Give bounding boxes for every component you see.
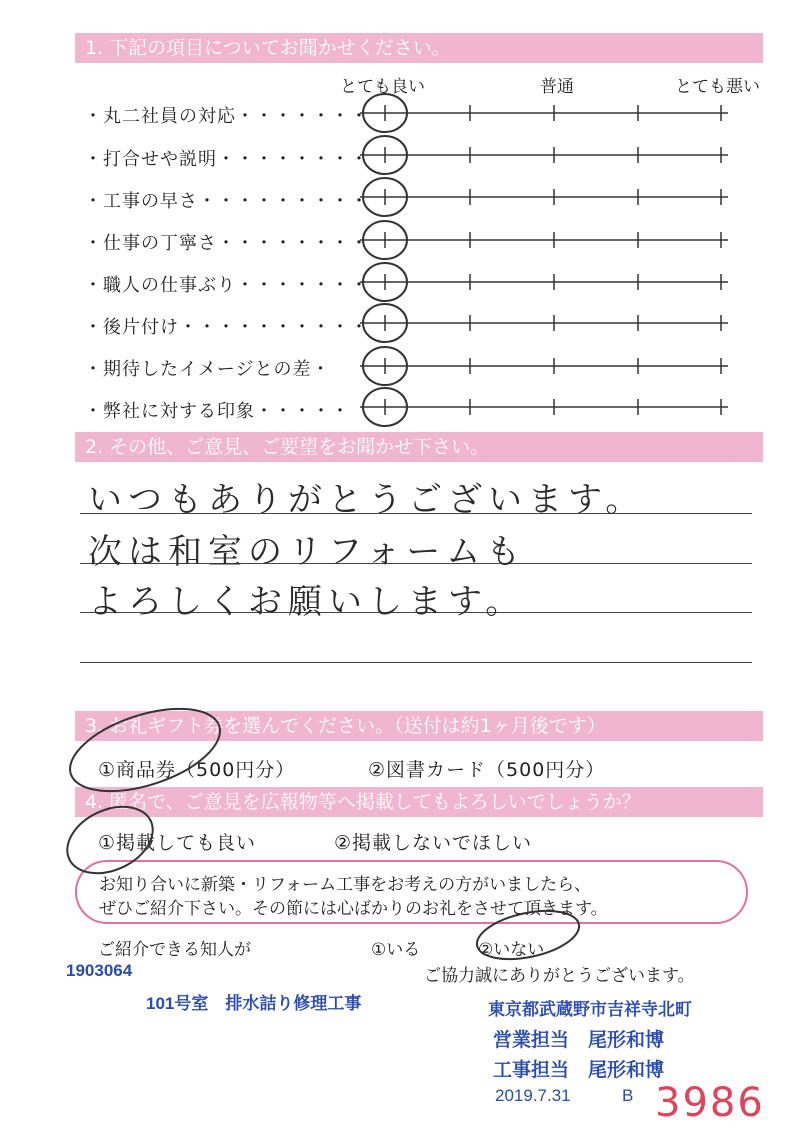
gift-option-shohinken: ①商品券（500円分） <box>98 759 296 781</box>
referral-option-no: ②いない <box>478 940 545 960</box>
grade: B <box>622 1086 634 1105</box>
referral-text-line1: お知り合いに新築・リフォーム工事をお考えの方がいましたら、 <box>99 875 592 895</box>
date: 2019.7.31 <box>495 1086 571 1105</box>
rating-row-label: ・丸二社員の対応・・・・・・・ <box>84 106 369 127</box>
referral-box <box>75 860 748 924</box>
customer-code: 1903064 <box>66 961 133 980</box>
gift-option-tosho-card: ②図書カード（500円分） <box>368 759 606 781</box>
section1-header: 1. 下記の項目についてお聞かせください。 <box>75 33 763 63</box>
rating-row-label: ・職人の仕事ぶり・・・・・・・ <box>84 275 369 296</box>
thanks-message: ご協力誠にありがとうございます。 <box>424 966 695 986</box>
construction-rep: 工事担当 尾形和博 <box>493 1060 665 1081</box>
scale-label-normal: 普通 <box>540 77 574 97</box>
referral-question: ご紹介できる知人が <box>98 940 251 960</box>
scale-label-best: とても良い <box>340 77 425 97</box>
section3-header: 3. お礼ギフト券を選んでください。（送付は約1ヶ月後です） <box>75 711 763 741</box>
rating-row-label: ・後片付け・・・・・・・・・・ <box>84 317 369 338</box>
referral-option-yes: ①いる <box>371 940 421 960</box>
rating-row-label: ・仕事の丁寧さ・・・・・・・・ <box>84 233 369 254</box>
rating-row-label: ・期待したイメージとの差・ <box>84 359 331 380</box>
sales-rep: 営業担当 尾形和博 <box>493 1030 665 1051</box>
handwritten-comment-line: 次は和室のリフォームも <box>88 532 527 572</box>
comment-line <box>80 662 752 663</box>
work-description: 101号室 排水詰り修理工事 <box>146 994 362 1013</box>
referral-text-line2: ぜひご紹介下さい。その節には心ばかりのお礼をさせて頂きます。 <box>99 899 608 919</box>
rating-row-label: ・工事の早さ・・・・・・・・・ <box>84 191 369 212</box>
handwritten-comment-line: よろしくお願いします。 <box>88 582 526 622</box>
handwritten-comment-line: いつもありがとうございます。 <box>88 480 646 520</box>
section4-header: 4. 匿名で、ご意見を広報物等へ掲載してもよろしいでしょうか？ <box>75 787 763 817</box>
scale-label-worst: とても悪い <box>675 77 760 97</box>
rating-row-label: ・打合せや説明・・・・・・・・ <box>84 149 369 170</box>
section2-header: 2. その他、ご意見、ご要望をお聞かせ下さい。 <box>75 432 763 462</box>
publish-option-no: ②掲載しないでほしい <box>334 832 533 854</box>
publish-option-ok: ①掲載しても良い <box>98 832 257 854</box>
handwritten-number: 3986 <box>655 1080 765 1126</box>
address: 東京都武蔵野市吉祥寺北町 <box>488 1000 692 1019</box>
rating-row-label: ・弊社に対する印象・・・・・ <box>84 401 350 422</box>
rating-scales <box>0 0 809 460</box>
